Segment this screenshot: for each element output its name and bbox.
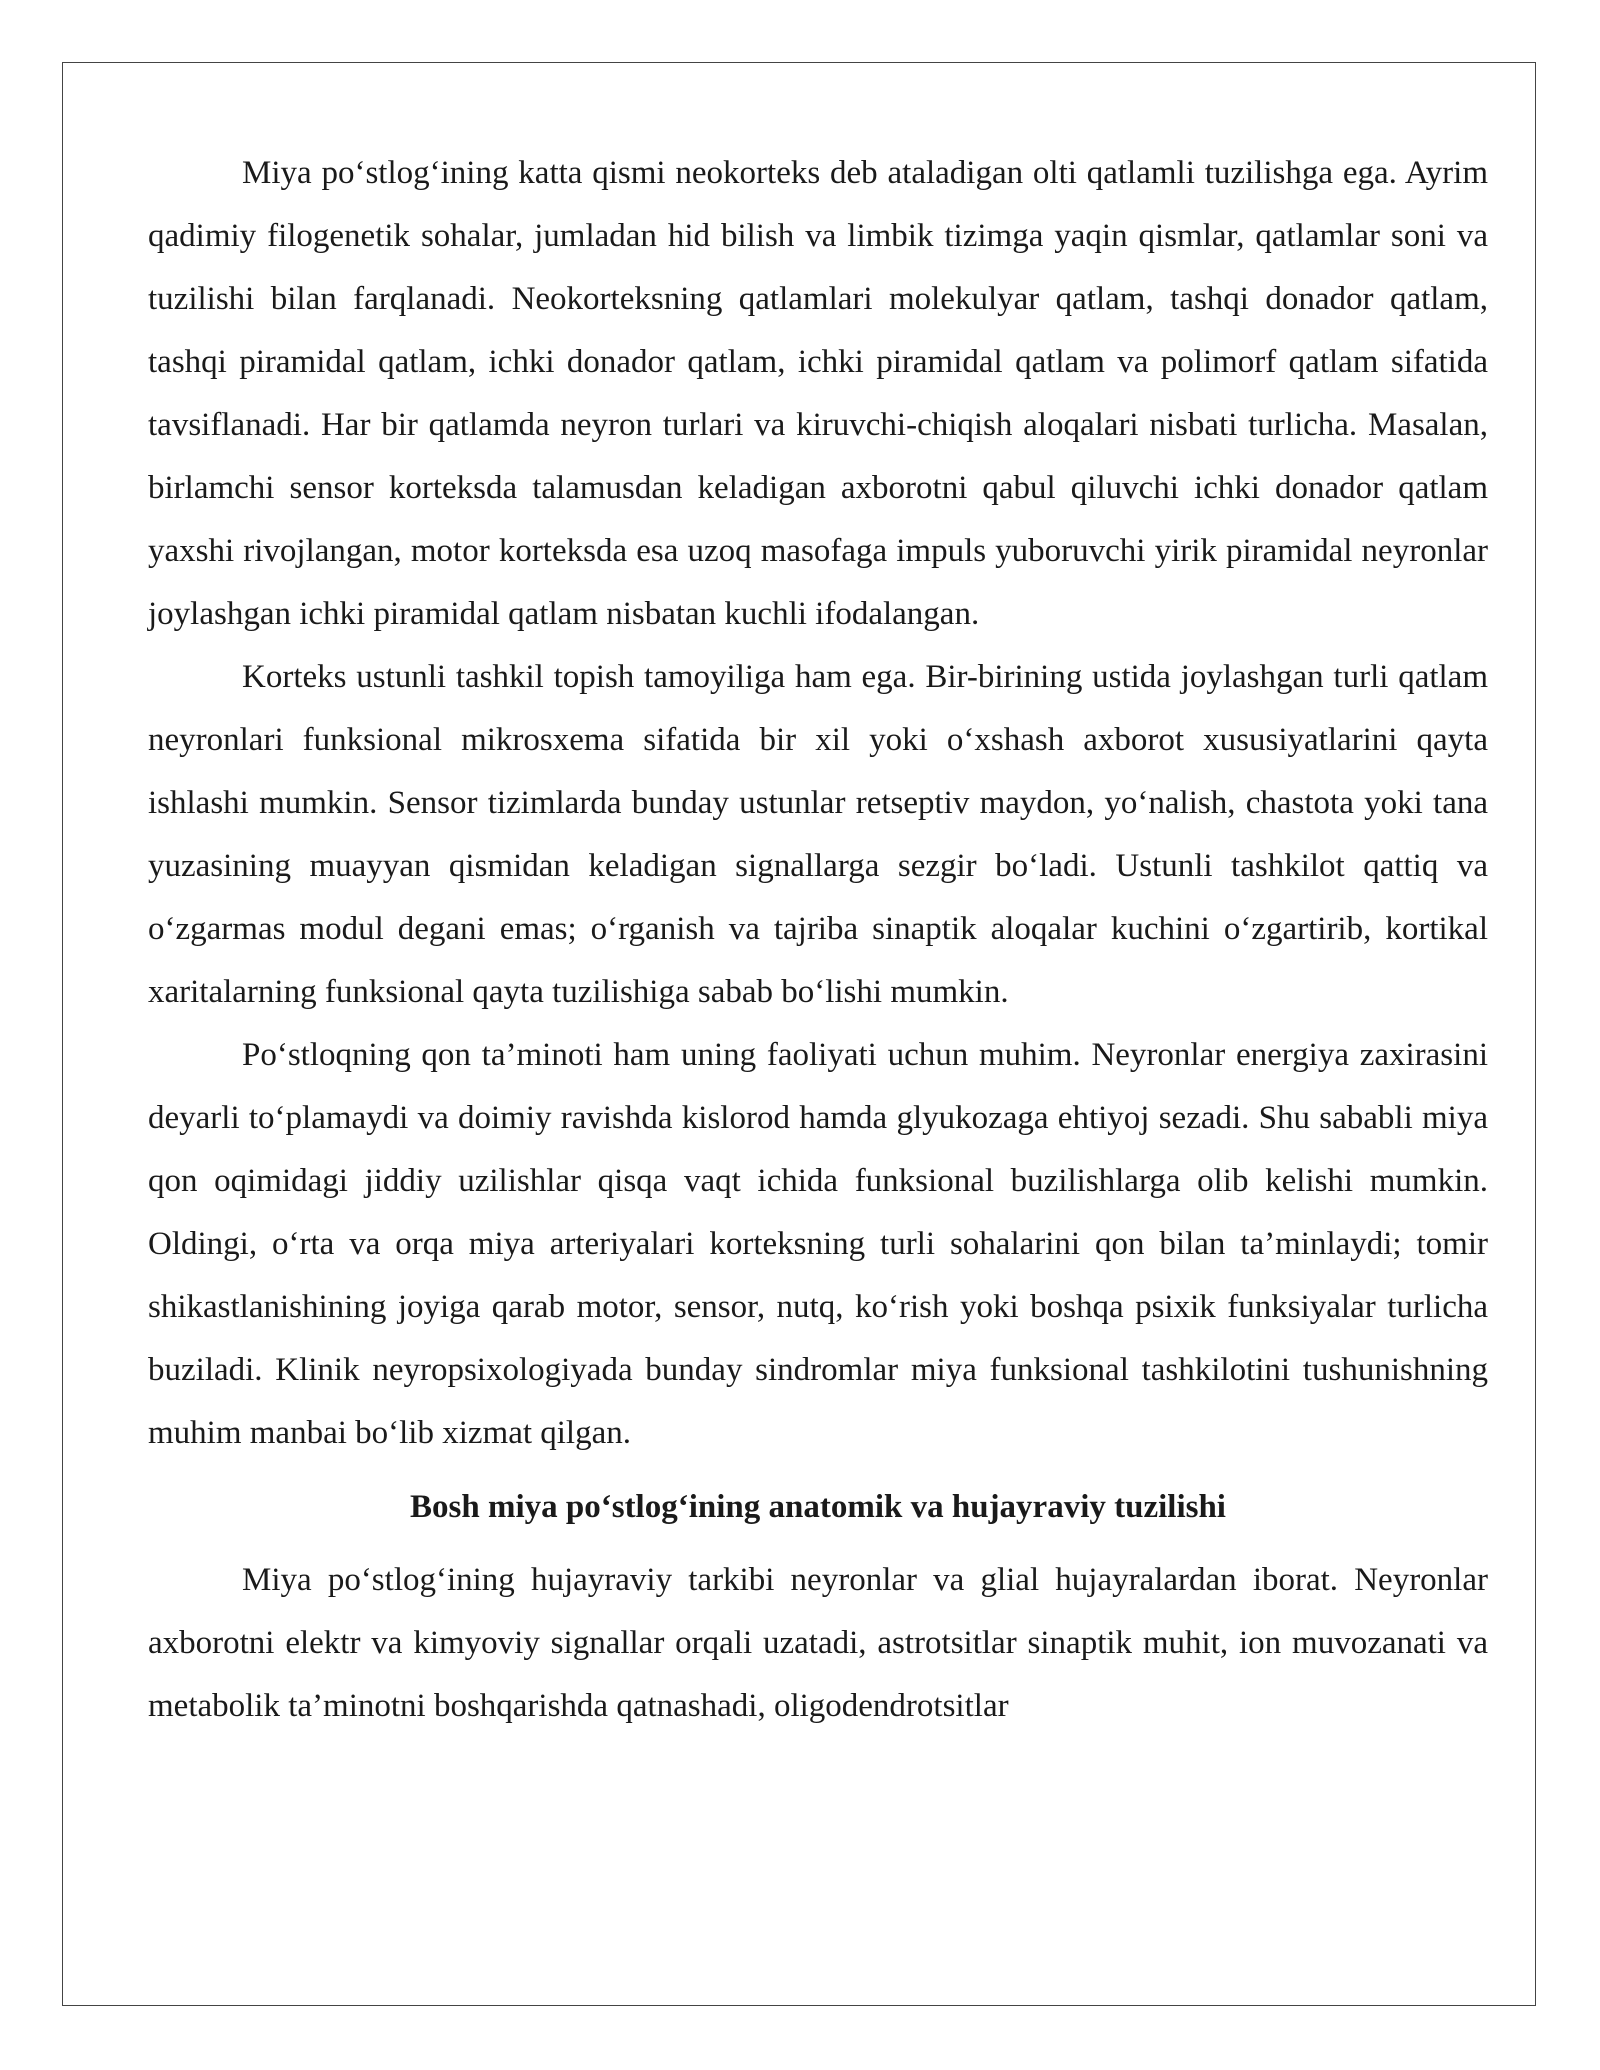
paragraph: Korteks ustunli tashkil topish tamoyiliga ham ega. Bir-birining ustida joylashgan turli qatlam neyronlari funksional mikrosxema sifatida bir xil yoki o‘xshash axborot xususiyatlarini qayta ishlashi mumkin. Sensor tizimlarda bunday ustunlar retseptiv maydon, yo‘nalish, chastota yoki tana yuzasining muayyan qismidan keladigan signallarga sezgir bo‘ladi. Ustunli tashkilot qattiq va o‘zgarmas modul degani emas; o‘rganish va tajriba sinaptik aloqalar kuchini o‘zgartirib, kortikal xaritalarning funksional qayta tuzilishiga sabab bo‘lishi mumkin. (148, 659, 1488, 1010)
page-content (148, 142, 1488, 1738)
section-heading: Bosh miya po‘stlog‘ining anatomik va hujayraviy tuzilishi (410, 1489, 1226, 1525)
paragraph: Miya po‘stlog‘ining hujayraviy tarkibi neyronlar va glial hujayralardan iborat. Neyronlar axborotni elektr va kimyoviy signallar orqali uzatadi, astrotsitlar sinaptik muhit, ion muvozanati va metabolik ta’minotni boshqarishda qatnashadi, oligodendrotsitlar (148, 1562, 1488, 1724)
paragraph: Miya po‘stlog‘ining katta qismi neokorteks deb ataladigan olti qatlamli tuzilishga ega. Ayrim qadimiy filogenetik sohalar, jumladan hid bilish va limbik tizimga yaqin qismlar, qatlamlar soni va tuzilishi bilan farqlanadi. Neokorteksning qatlamlari molekulyar qatlam, tashqi donador qatlam, tashqi piramidal qatlam, ichki donador qatlam, ichki piramidal qatlam va polimorf qatlam sifatida tavsiflanadi. Har bir qatlamda neyron turlari va kiruvchi-chiqish aloqalari nisbati turlicha. Masalan, birlamchi sensor korteksda talamusdan keladigan axborotni qabul qiluvchi ichki donador qatlam yaxshi rivojlangan, motor korteksda esa uzoq masofaga impuls yuboruvchi yirik piramidal neyronlar joylashgan ichki piramidal qatlam nisbatan kuchli ifodalangan. (148, 155, 1488, 632)
paragraph: Po‘stloqning qon ta’minoti ham uning faoliyati uchun muhim. Neyronlar energiya zaxirasini deyarli to‘plamaydi va doimiy ravishda kislorod hamda glyukozaga ehtiyoj sezadi. Shu sababli miya qon oqimidagi jiddiy uzilishlar qisqa vaqt ichida funksional buzilishlarga olib kelishi mumkin. Oldingi, o‘rta va orqa miya arteriyalari korteksning turli sohalarini qon bilan ta’minlaydi; tomir shikastlanishining joyiga qarab motor, sensor, nutq, ko‘rish yoki boshqa psixik funksiyalar turlicha buziladi. Klinik neyropsixologiyada bunday sindromlar miya funksional tashkilotini tushunishning muhim manbai bo‘lib xizmat qilgan. (148, 1037, 1488, 1451)
